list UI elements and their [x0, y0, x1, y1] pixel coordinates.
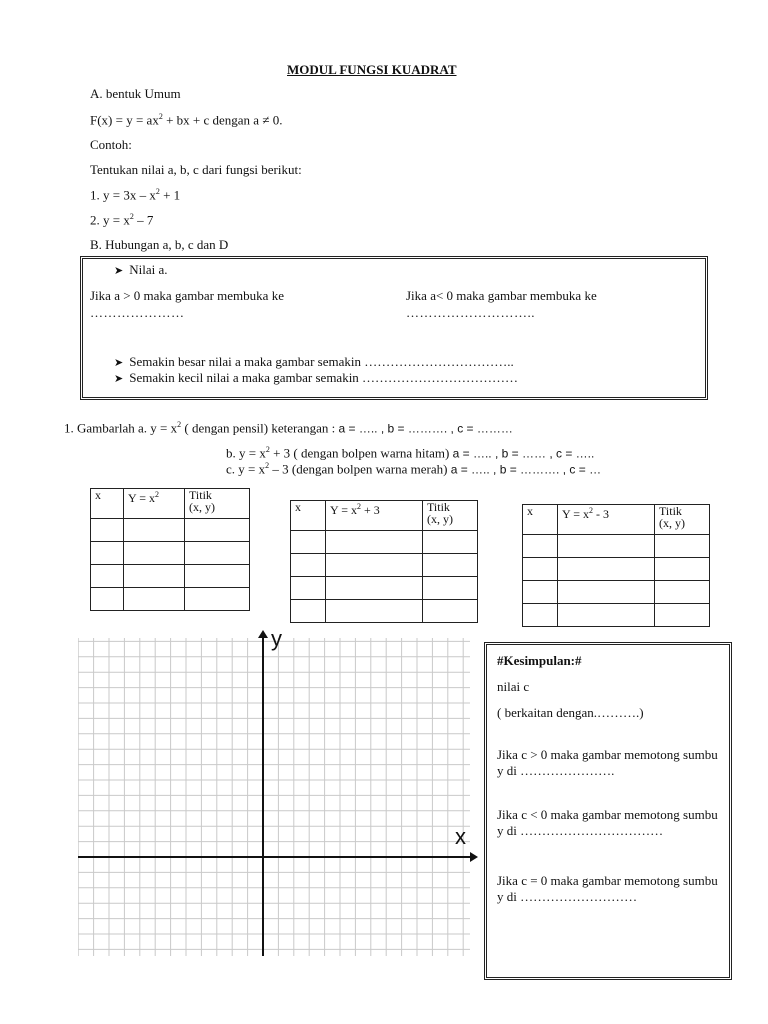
table-y-x2-minus-3: x $Y = x^2 - 3$ Titik (x, y): [522, 504, 710, 627]
table-row[interactable]: [291, 600, 478, 623]
table-row[interactable]: [91, 565, 250, 588]
table-row[interactable]: [291, 531, 478, 554]
y-axis-arrow-icon: [258, 630, 268, 638]
table-row[interactable]: [523, 581, 710, 604]
exercise-line-c: c. $y = x^2 - 3$ (dengan bolpen warna merah) a = ….. , b = ………. , c = …: [226, 461, 602, 477]
nilai-a-item: ➤ Nilai a.: [114, 262, 168, 277]
arrow-bullet-icon: ➤: [114, 264, 124, 277]
table-row[interactable]: [291, 577, 478, 600]
kesimpulan-title: #Kesimpulan:#: [497, 653, 582, 668]
c-zero-text: Jika c = 0 maka gambar memotong sumbu y di ………………………: [497, 873, 718, 904]
section-b-heading: B. Hubungan a, b, c dan D: [90, 237, 229, 252]
page-title: MODUL FUNGSI KUADRAT: [287, 62, 457, 77]
table-row[interactable]: [91, 519, 250, 542]
table-y-x2: x $Y = x^2$ Titik (x, y): [90, 488, 250, 611]
berkaitan-text: ( berkaitan dengan.……….): [497, 705, 644, 720]
example-1: 1. $y = 3x - x^2 + 1$: [90, 187, 181, 203]
c-positive-text: Jika c > 0 maka gambar memotong sumbu y di ………………….: [497, 747, 718, 778]
exercise-line-b: b. $y = x^2 + 3$ ( dengan bolpen warna hitam) a = ….. , b = …… , c = …..: [226, 445, 595, 461]
table-y-x2-plus-3: x $Y = x^2 + 3$ Titik (x, y): [290, 500, 478, 623]
arrow-bullet-icon: ➤: [114, 372, 124, 385]
a-positive-blank: …………………: [90, 305, 185, 320]
general-formula: $F(x) = y = ax^2$ + bx + c dengan a ≠ 0.: [90, 112, 283, 128]
bullet-semakin-besar: ➤ Semakin besar nilai a maka gambar semakin ……………………………..: [114, 354, 514, 369]
table-row[interactable]: [291, 554, 478, 577]
exercise-line-a: 1. Gambarlah a. $y = x^2$ ( dengan pensil) keterangan : a = ….. , b = ………. , c = ………: [64, 420, 513, 436]
bullet-semakin-kecil: ➤ Semakin kecil nilai a maka gambar semakin ………………………………: [114, 370, 519, 385]
table-row[interactable]: [523, 535, 710, 558]
x-axis-arrow-icon: [470, 852, 478, 862]
cartesian-grid[interactable]: [78, 628, 478, 958]
table-row[interactable]: [523, 558, 710, 581]
instruction-text: Tentukan nilai a, b, c dari fungsi berikut:: [90, 162, 302, 177]
contoh-label: Contoh:: [90, 137, 132, 152]
arrow-bullet-icon: ➤: [114, 356, 124, 369]
example-2: 2. $y = x^2 - 7$: [90, 212, 154, 228]
x-axis-label: x: [455, 824, 466, 849]
a-negative-text: Jika a< 0 maka gambar membuka ke: [406, 288, 597, 303]
section-a-heading: A. bentuk Umum: [90, 86, 181, 101]
table-row[interactable]: [91, 588, 250, 611]
a-positive-text: Jika a > 0 maka gambar membuka ke: [90, 288, 284, 303]
c-negative-text: Jika c < 0 maka gambar memotong sumbu y di ……………………………: [497, 807, 718, 838]
table-row[interactable]: [523, 604, 710, 627]
kesimpulan-box: [484, 642, 732, 980]
nilai-c-label: nilai c: [497, 679, 530, 694]
a-negative-blank: ………………………..: [406, 305, 535, 320]
table-row[interactable]: [91, 542, 250, 565]
y-axis-label: y: [271, 626, 282, 651]
